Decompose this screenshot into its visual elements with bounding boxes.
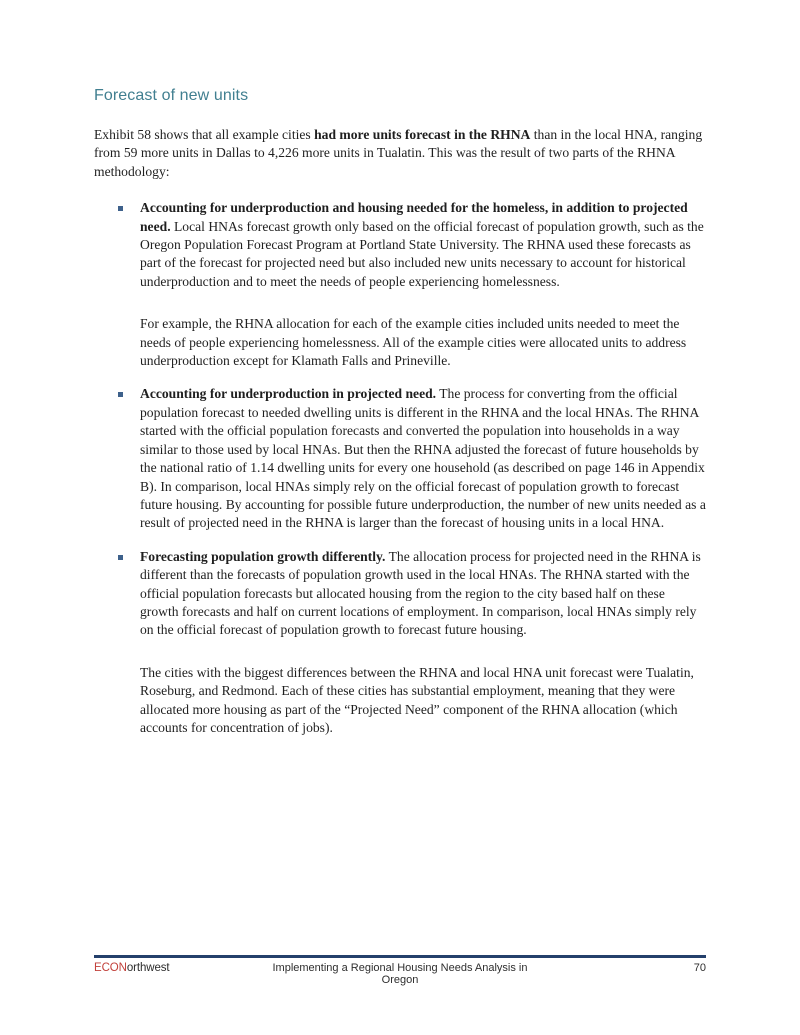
intro-text-pre: Exhibit 58 shows that all example cities	[94, 127, 315, 142]
bullet-text-block	[140, 385, 706, 532]
bullet-followup-paragraph: The cities with the biggest differences between the RHNA and local HNA unit forecast were Tualatin, Roseburg, and Redmond. Each of these cities has substantial employment, meaning that they were allocated more housing as part of the “Projected Need” component of the RHNA allocation (which accounts for concentration of jobs).	[140, 664, 694, 735]
logo-text-econ: ECON	[94, 962, 127, 974]
footer-rule	[94, 955, 706, 958]
bullet-lead-bold: Accounting for underproduction and housing needed for the homeless, in addition to projected need.	[140, 200, 688, 234]
section-heading: Forecast of new units	[94, 87, 249, 104]
bullet-paragraph	[140, 385, 706, 532]
bullet-square-icon	[118, 206, 123, 211]
bullet-paragraph	[140, 199, 706, 291]
bullet-square-icon	[118, 555, 123, 560]
bullet-text-block	[140, 548, 706, 738]
bullet-text-block	[140, 199, 706, 370]
bullet-followup-paragraph: For example, the RHNA allocation for each of the example cities included units needed to meet the needs of people experiencing homelessness. All of the example cities were allocated units to address underproduction except for Klamath Falls and Prineville.	[140, 316, 687, 369]
bullet-item-underproduction-homeless	[94, 199, 706, 370]
bullet-item-forecasting-growth	[94, 548, 706, 738]
bullet-body-text: The process for converting from the official population forecast to needed dwelling units is different in the RHNA and the local HNAs. The RHNA started with the official population forecasts and converted the population into households in a way similar to those used by local HNAs. But then the RHNA adjusted the forecast of future households by the national ratio of 1.14 dwelling units for every one household (as described on page 146 in Appendix B). In comparison, local HNAs simply rely on the official forecast of population growth to forecast future housing. By accounting for possible future underproduction, the number of new units needed as a result of projected need in the RHNA is larger than the forecast of housing units in a local HNA.	[140, 386, 706, 531]
bullet-body-text: Local HNAs forecast growth only based on the official forecast of population growth, such as the Oregon Population Forecast Program at Portland State University. The RHNA used these forecasts as part of the forecast for projected need but also included new units necessary to account for historical underproduction and to meet the needs of people experiencing homelessness.	[140, 218, 704, 289]
intro-text-bold: had more units forecast in the RHNA	[314, 127, 531, 142]
page-footer	[94, 962, 706, 986]
bullet-lead-bold: Accounting for underproduction in projected need.	[140, 386, 437, 402]
intro-paragraph	[94, 126, 706, 181]
footer-document-title: Implementing a Regional Housing Needs Analysis in Oregon	[272, 962, 528, 986]
page-content	[94, 87, 706, 752]
bullet-body-text: The allocation process for projected need in the RHNA is different than the forecasts of population growth used in the local HNAs. The RHNA started with the official population forecasts but allocated housing from the region to the city based half on these growth forecasts and half on current locations of employment. In comparison, local HNAs simply rely on the official forecast of population growth to forecast future housing.	[140, 548, 701, 638]
econorthwest-logo	[94, 962, 264, 974]
page-number: 70	[693, 962, 706, 974]
bullet-item-underproduction-projected-need	[94, 385, 706, 532]
bullet-lead-bold: Forecasting population growth differently.	[140, 548, 386, 564]
intro-text-post: than in the local HNA, ranging from 59 more units in Dallas to 4,226 more units in Tualatin. This was the result of two parts of the RHNA methodology:	[94, 127, 703, 179]
bullet-paragraph	[140, 548, 706, 640]
logo-text-orthwest: orthwest	[126, 962, 170, 974]
bullet-square-icon	[118, 392, 123, 397]
